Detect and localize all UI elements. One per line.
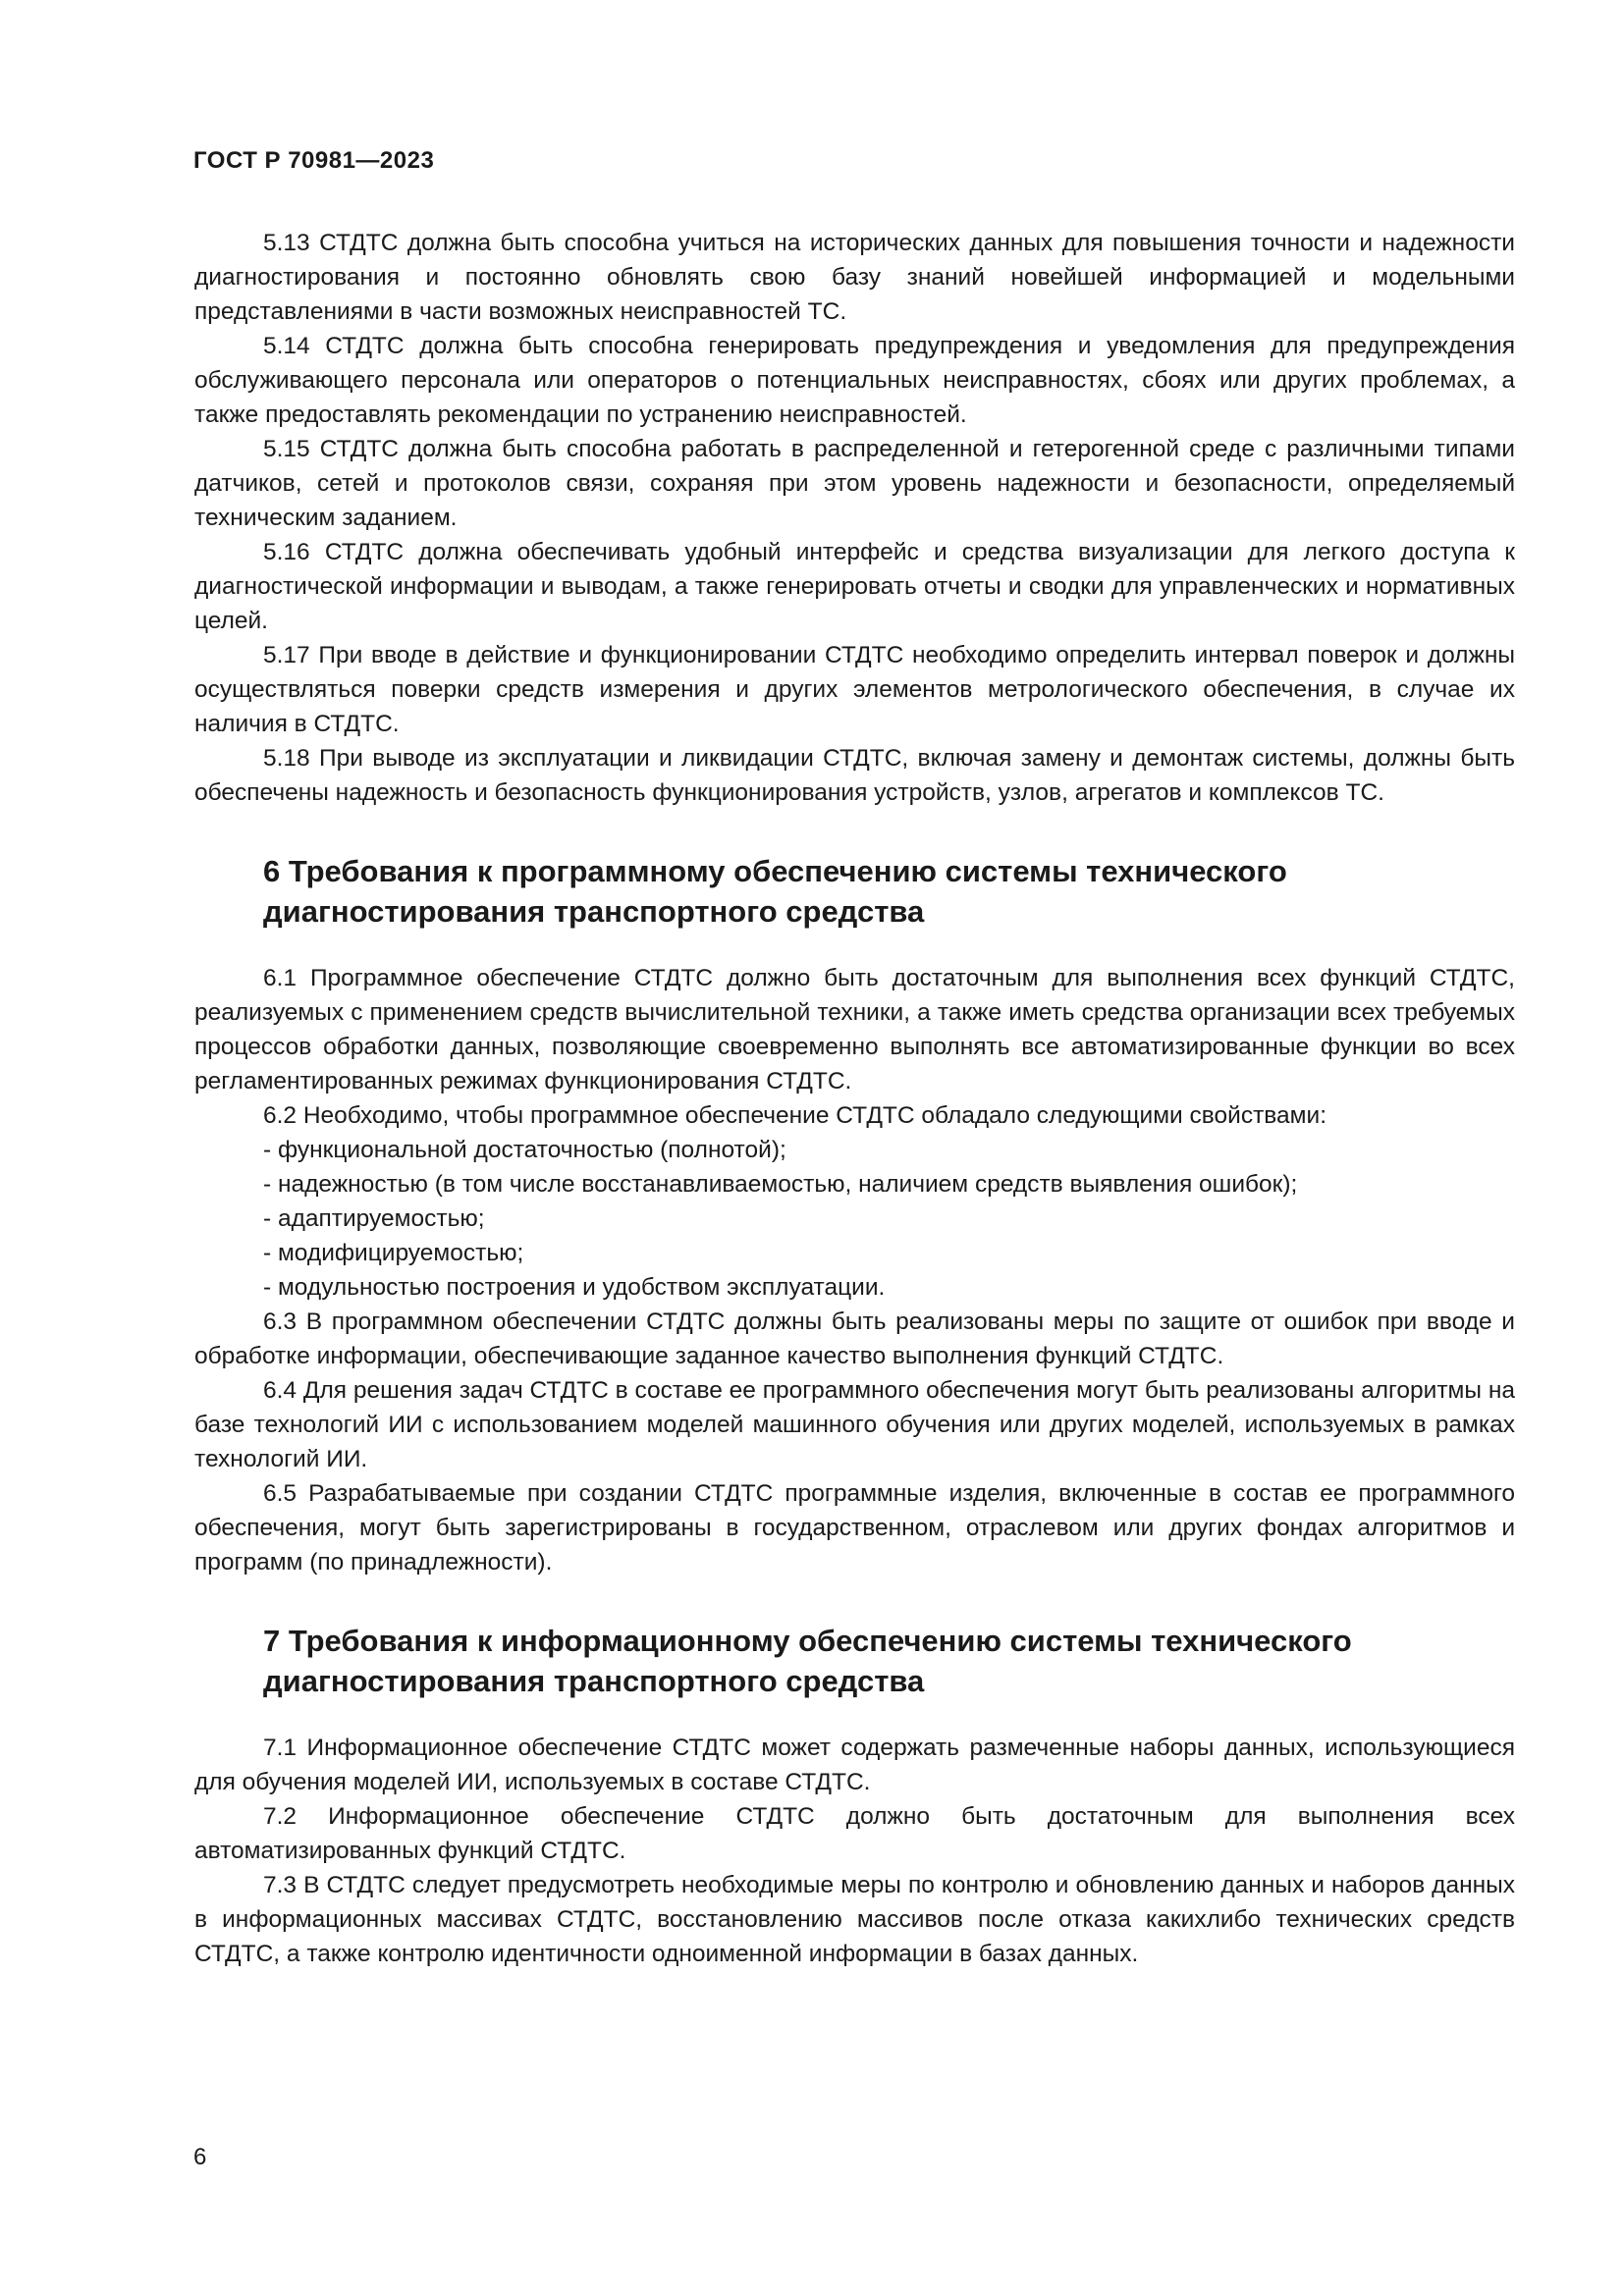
section-6-heading: 6 Требования к программному обеспечению системы технического диагностирования транспортного средства [263,854,1287,929]
paragraph-7-1: 7.1 Информационное обеспечение СТДТС может содержать размеченные наборы данных, использующиеся для обучения моделей ИИ, используемых в составе СТДТС. [194,1735,1515,1795]
paragraph-7-2: 7.2 Информационное обеспечение СТДТС должно быть достаточным для выполнения всех автоматизированных функций СТДТС. [194,1803,1515,1864]
page-body [194,226,1515,1971]
paragraph-5-14: 5.14 СТДТС должна быть способна генерировать предупреждения и уведомления для предупреждения обслуживающего персонала или операторов о потенциальных неисправностях, сбоях или других проблемах, а также предоставлять рекомендации по устранению неисправностей. [194,333,1515,428]
page-number: 6 [193,2144,207,2170]
list-item: - функциональной достаточностью (полнотой); [263,1137,786,1163]
document-id: ГОСТ Р 70981—2023 [193,147,435,174]
paragraph-5-15: 5.15 СТДТС должна быть способна работать в распределенной и гетерогенной среде с различными типами датчиков, сетей и протоколов связи, сохраняя при этом уровень надежности и безопасности, определяемый техническим заданием. [194,436,1515,531]
paragraph-5-13: 5.13 СТДТС должна быть способна учиться на исторических данных для повышения точности и надежности диагностирования и постоянно обновлять свою базу знаний новейшей информацией и модельными представлениями в части возможных неисправностей ТС. [194,230,1515,325]
paragraph-6-1: 6.1 Программное обеспечение СТДТС должно быть достаточным для выполнения всех функций СТДТС, реализуемых с применением средств вычислительной техники, а также иметь средства организации всех требуемых процессов обработки данных, позволяющие своевременно выполнять все автоматизированные функции во всех регламентированных режимах функционирования СТДТС. [194,965,1515,1095]
list-item: - адаптируемостью; [263,1205,485,1232]
paragraph-5-17: 5.17 При вводе в действие и функционировании СТДТС необходимо определить интервал поверок и должны осуществляться поверки средств измерения и других элементов метрологического обеспечения, в случае их наличия в СТДТС. [194,642,1515,737]
paragraph-7-3: 7.3 В СТДТС следует предусмотреть необходимые меры по контролю и обновлению данных и наборов данных в информационных массивах СТДТС, восстановлению массивов после отказа какихлибо технических средств СТДТС, а также контролю идентичности одноименной информации в базах данных. [194,1872,1515,1967]
paragraph-5-18: 5.18 При выводе из эксплуатации и ликвидации СТДТС, включая замену и демонтаж системы, должны быть обеспечены надежность и безопасность функционирования устройств, узлов, агрегатов и комплексов ТС. [194,745,1515,806]
list-item: - надежностью (в том числе восстанавливаемостью, наличием средств выявления ошибок); [263,1171,1298,1198]
paragraph-6-4: 6.4 Для решения задач СТДТС в составе ее программного обеспечения могут быть реализованы алгоритмы на базе технологий ИИ с использованием моделей машинного обучения или других моделей, используемых в рамках технологий ИИ. [194,1377,1515,1472]
section-7-heading: 7 Требования к информационному обеспечению системы технического диагностирования транспортного средства [263,1624,1352,1698]
paragraph-6-2: 6.2 Необходимо, чтобы программное обеспечение СТДТС обладало следующими свойствами: [263,1102,1327,1129]
paragraph-5-16: 5.16 СТДТС должна обеспечивать удобный интерфейс и средства визуализации для легкого доступа к диагностической информации и выводам, а также генерировать отчеты и сводки для управленческих и нормативных целей. [194,539,1515,634]
paragraph-6-5: 6.5 Разрабатываемые при создании СТДТС программные изделия, включенные в состав ее программного обеспечения, могут быть зарегистрированы в государственном, отраслевом или других фондах алгоритмов и программ (по принадлежности). [194,1480,1515,1575]
list-item: - модульностью построения и удобством эксплуатации. [263,1274,886,1301]
list-item: - модифицируемостью; [263,1240,524,1266]
paragraph-6-3: 6.3 В программном обеспечении СТДТС должны быть реализованы меры по защите от ошибок при вводе и обработке информации, обеспечивающие заданное качество выполнения функций СТДТС. [194,1308,1515,1369]
